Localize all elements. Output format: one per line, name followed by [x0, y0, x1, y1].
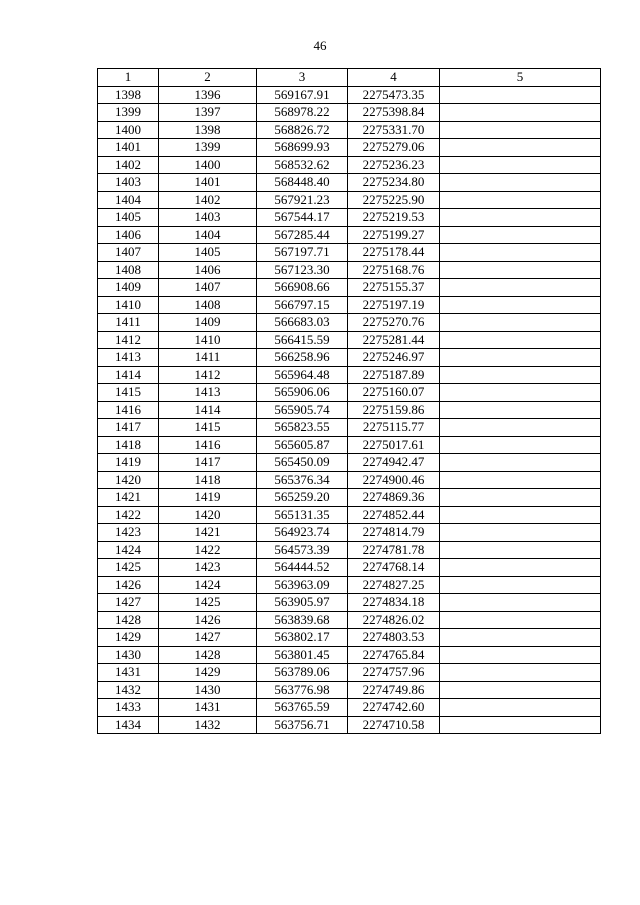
- table-cell: [440, 646, 601, 664]
- table-cell: 1423: [98, 524, 159, 542]
- table-cell: [440, 244, 601, 262]
- table-cell: 1429: [98, 629, 159, 647]
- table-cell: 2275197.19: [348, 296, 440, 314]
- table-cell: 2274710.58: [348, 716, 440, 734]
- table-row: [98, 314, 601, 332]
- table-cell: [440, 174, 601, 192]
- table-cell: 2275178.44: [348, 244, 440, 262]
- table-cell: [440, 629, 601, 647]
- table-cell: [440, 541, 601, 559]
- table-row: [98, 139, 601, 157]
- table-cell: 1405: [159, 244, 257, 262]
- table-cell: 2275159.86: [348, 401, 440, 419]
- table-cell: 1400: [98, 121, 159, 139]
- table-cell: [440, 209, 601, 227]
- table-cell: 2275225.90: [348, 191, 440, 209]
- table-cell: 564573.39: [257, 541, 348, 559]
- table-row: [98, 436, 601, 454]
- table-row: [98, 506, 601, 524]
- table-row: [98, 419, 601, 437]
- table-cell: 565964.48: [257, 366, 348, 384]
- table-row: [98, 454, 601, 472]
- table-cell: 563765.59: [257, 699, 348, 717]
- table-cell: 1399: [159, 139, 257, 157]
- table-cell: 1407: [159, 279, 257, 297]
- column-header: 4: [348, 69, 440, 87]
- table-cell: 1430: [159, 681, 257, 699]
- table-cell: 2275187.89: [348, 366, 440, 384]
- table-cell: 569167.91: [257, 86, 348, 104]
- table-row: [98, 681, 601, 699]
- table-cell: 1410: [159, 331, 257, 349]
- table-cell: 1408: [159, 296, 257, 314]
- table-cell: 1401: [159, 174, 257, 192]
- table-cell: 1420: [159, 506, 257, 524]
- table-row: [98, 279, 601, 297]
- table-cell: 566797.15: [257, 296, 348, 314]
- table-cell: 563789.06: [257, 664, 348, 682]
- table-cell: 2275219.53: [348, 209, 440, 227]
- table-cell: 1406: [98, 226, 159, 244]
- table-cell: 2274900.46: [348, 471, 440, 489]
- table-cell: 568699.93: [257, 139, 348, 157]
- table-cell: [440, 419, 601, 437]
- table-cell: 1404: [98, 191, 159, 209]
- table-cell: 567123.30: [257, 261, 348, 279]
- table-header: [98, 69, 601, 87]
- table-cell: 566258.96: [257, 349, 348, 367]
- table-row: [98, 226, 601, 244]
- table-cell: 2274757.96: [348, 664, 440, 682]
- table-cell: [440, 471, 601, 489]
- table-cell: 568532.62: [257, 156, 348, 174]
- table-cell: 2275236.23: [348, 156, 440, 174]
- table-cell: 2274742.60: [348, 699, 440, 717]
- table-cell: 566415.59: [257, 331, 348, 349]
- table-cell: 2275279.06: [348, 139, 440, 157]
- table-cell: 565906.06: [257, 384, 348, 402]
- table-cell: [440, 489, 601, 507]
- table-cell: 565450.09: [257, 454, 348, 472]
- table-row: [98, 664, 601, 682]
- table-cell: 1417: [98, 419, 159, 437]
- table-cell: [440, 699, 601, 717]
- table-cell: [440, 296, 601, 314]
- table-cell: 2275155.37: [348, 279, 440, 297]
- table-row: [98, 629, 601, 647]
- table-cell: 2274826.02: [348, 611, 440, 629]
- table-cell: 1419: [98, 454, 159, 472]
- table-cell: 1407: [98, 244, 159, 262]
- table-cell: 1421: [98, 489, 159, 507]
- table-cell: 1411: [98, 314, 159, 332]
- table-cell: 1423: [159, 559, 257, 577]
- table-cell: 2275017.61: [348, 436, 440, 454]
- table-cell: 1431: [98, 664, 159, 682]
- table-cell: 2275398.84: [348, 104, 440, 122]
- table-cell: 1413: [98, 349, 159, 367]
- table-row: [98, 121, 601, 139]
- table-cell: [440, 436, 601, 454]
- table-row: [98, 594, 601, 612]
- table-cell: 2275331.70: [348, 121, 440, 139]
- table-row: [98, 559, 601, 577]
- table-row: [98, 349, 601, 367]
- table-cell: 2275246.97: [348, 349, 440, 367]
- column-header: 5: [440, 69, 601, 87]
- table-row: [98, 611, 601, 629]
- table-cell: 1404: [159, 226, 257, 244]
- table-row: [98, 331, 601, 349]
- table-cell: 1401: [98, 139, 159, 157]
- table-cell: 1402: [98, 156, 159, 174]
- table-cell: 1430: [98, 646, 159, 664]
- table-cell: 1432: [98, 681, 159, 699]
- coordinates-table: [97, 68, 601, 734]
- table-cell: 1410: [98, 296, 159, 314]
- table-cell: 567921.23: [257, 191, 348, 209]
- table-cell: 565376.34: [257, 471, 348, 489]
- table-cell: 2274827.25: [348, 576, 440, 594]
- table-cell: 1422: [98, 506, 159, 524]
- table-cell: [440, 506, 601, 524]
- table-cell: [440, 559, 601, 577]
- table-cell: 1396: [159, 86, 257, 104]
- table-cell: [440, 314, 601, 332]
- table-row: [98, 156, 601, 174]
- table-cell: 1415: [159, 419, 257, 437]
- table-body: [98, 86, 601, 734]
- table-cell: 1428: [159, 646, 257, 664]
- table-cell: 1427: [159, 629, 257, 647]
- table-row: [98, 104, 601, 122]
- table-cell: 2274768.14: [348, 559, 440, 577]
- table-cell: 1426: [159, 611, 257, 629]
- table-cell: 1409: [98, 279, 159, 297]
- table-cell: 566908.66: [257, 279, 348, 297]
- table-cell: 1420: [98, 471, 159, 489]
- table-cell: 2274814.79: [348, 524, 440, 542]
- table-cell: 2274781.78: [348, 541, 440, 559]
- table-row: [98, 86, 601, 104]
- table-cell: 563802.17: [257, 629, 348, 647]
- table-cell: 1411: [159, 349, 257, 367]
- table-cell: 1425: [98, 559, 159, 577]
- table-cell: [440, 139, 601, 157]
- table-cell: [440, 681, 601, 699]
- table-cell: 568978.22: [257, 104, 348, 122]
- table-cell: 567197.71: [257, 244, 348, 262]
- table-cell: 1424: [98, 541, 159, 559]
- table-row: [98, 646, 601, 664]
- table-cell: 1418: [159, 471, 257, 489]
- table-cell: 1428: [98, 611, 159, 629]
- table-cell: 1424: [159, 576, 257, 594]
- table-cell: 565823.55: [257, 419, 348, 437]
- table-cell: 564444.52: [257, 559, 348, 577]
- table-cell: [440, 86, 601, 104]
- table-cell: 1398: [98, 86, 159, 104]
- table-cell: 1402: [159, 191, 257, 209]
- table-cell: 1405: [98, 209, 159, 227]
- table-cell: 1425: [159, 594, 257, 612]
- column-header: 1: [98, 69, 159, 87]
- table-cell: [440, 716, 601, 734]
- table-row: [98, 296, 601, 314]
- table-row: [98, 471, 601, 489]
- table-row: [98, 191, 601, 209]
- table-cell: 1400: [159, 156, 257, 174]
- table-cell: 565905.74: [257, 401, 348, 419]
- table-cell: 2275160.07: [348, 384, 440, 402]
- table-row: [98, 716, 601, 734]
- table-row: [98, 244, 601, 262]
- table-cell: 2274852.44: [348, 506, 440, 524]
- table-cell: 1413: [159, 384, 257, 402]
- table-cell: 565605.87: [257, 436, 348, 454]
- table-row: [98, 401, 601, 419]
- table-cell: 2275115.77: [348, 419, 440, 437]
- table-cell: 563801.45: [257, 646, 348, 664]
- table-cell: 564923.74: [257, 524, 348, 542]
- table-row: [98, 366, 601, 384]
- table-cell: 2274749.86: [348, 681, 440, 699]
- table-cell: 2275199.27: [348, 226, 440, 244]
- table-cell: 2274765.84: [348, 646, 440, 664]
- table-cell: 1416: [98, 401, 159, 419]
- table-cell: 567285.44: [257, 226, 348, 244]
- table-cell: [440, 279, 601, 297]
- table-cell: 1429: [159, 664, 257, 682]
- table-row: [98, 699, 601, 717]
- table-cell: [440, 524, 601, 542]
- table-row: [98, 541, 601, 559]
- table-cell: 1431: [159, 699, 257, 717]
- table-cell: 2275168.76: [348, 261, 440, 279]
- header-row: [98, 69, 601, 87]
- table-cell: 1408: [98, 261, 159, 279]
- table-cell: 568826.72: [257, 121, 348, 139]
- table-cell: 1409: [159, 314, 257, 332]
- table-cell: [440, 261, 601, 279]
- table-cell: [440, 594, 601, 612]
- table-cell: 1414: [159, 401, 257, 419]
- table-cell: 563756.71: [257, 716, 348, 734]
- table-cell: 1418: [98, 436, 159, 454]
- table-row: [98, 209, 601, 227]
- table-row: [98, 261, 601, 279]
- table-cell: 2274834.18: [348, 594, 440, 612]
- table-cell: 1427: [98, 594, 159, 612]
- table-cell: 1432: [159, 716, 257, 734]
- table-row: [98, 576, 601, 594]
- table-row: [98, 524, 601, 542]
- table-cell: 2275281.44: [348, 331, 440, 349]
- table-cell: 1406: [159, 261, 257, 279]
- table-cell: 563776.98: [257, 681, 348, 699]
- table-cell: 2275473.35: [348, 86, 440, 104]
- table-cell: 565259.20: [257, 489, 348, 507]
- table-cell: [440, 191, 601, 209]
- table-cell: [440, 226, 601, 244]
- table-cell: 1412: [159, 366, 257, 384]
- table-row: [98, 489, 601, 507]
- table-cell: [440, 121, 601, 139]
- table-cell: [440, 611, 601, 629]
- table-cell: 2274942.47: [348, 454, 440, 472]
- table-cell: 2275234.80: [348, 174, 440, 192]
- table-cell: [440, 576, 601, 594]
- table-cell: 1433: [98, 699, 159, 717]
- table-cell: 1426: [98, 576, 159, 594]
- table-cell: [440, 104, 601, 122]
- table-row: [98, 174, 601, 192]
- table-cell: [440, 366, 601, 384]
- table-cell: [440, 349, 601, 367]
- table-cell: 563839.68: [257, 611, 348, 629]
- table-cell: 1397: [159, 104, 257, 122]
- table-cell: [440, 401, 601, 419]
- table-cell: 1414: [98, 366, 159, 384]
- table-cell: 1434: [98, 716, 159, 734]
- table-cell: 1398: [159, 121, 257, 139]
- table-cell: 1416: [159, 436, 257, 454]
- table-cell: [440, 156, 601, 174]
- table-cell: 2274803.53: [348, 629, 440, 647]
- table-cell: 2274869.36: [348, 489, 440, 507]
- table-cell: 563905.97: [257, 594, 348, 612]
- table-cell: 568448.40: [257, 174, 348, 192]
- table-cell: [440, 331, 601, 349]
- table-cell: 565131.35: [257, 506, 348, 524]
- table-cell: 1419: [159, 489, 257, 507]
- table-cell: 1399: [98, 104, 159, 122]
- table-cell: 1421: [159, 524, 257, 542]
- table-cell: 1417: [159, 454, 257, 472]
- table-cell: 2275270.76: [348, 314, 440, 332]
- table-row: [98, 384, 601, 402]
- table-cell: 1403: [159, 209, 257, 227]
- table-cell: [440, 384, 601, 402]
- table-cell: 566683.03: [257, 314, 348, 332]
- table-cell: [440, 454, 601, 472]
- table-cell: 1412: [98, 331, 159, 349]
- column-header: 3: [257, 69, 348, 87]
- page-number: 46: [313, 38, 327, 53]
- table-cell: 1403: [98, 174, 159, 192]
- table-cell: 1422: [159, 541, 257, 559]
- table-cell: [440, 664, 601, 682]
- column-header: 2: [159, 69, 257, 87]
- table-cell: 567544.17: [257, 209, 348, 227]
- table-cell: 1415: [98, 384, 159, 402]
- table-cell: 563963.09: [257, 576, 348, 594]
